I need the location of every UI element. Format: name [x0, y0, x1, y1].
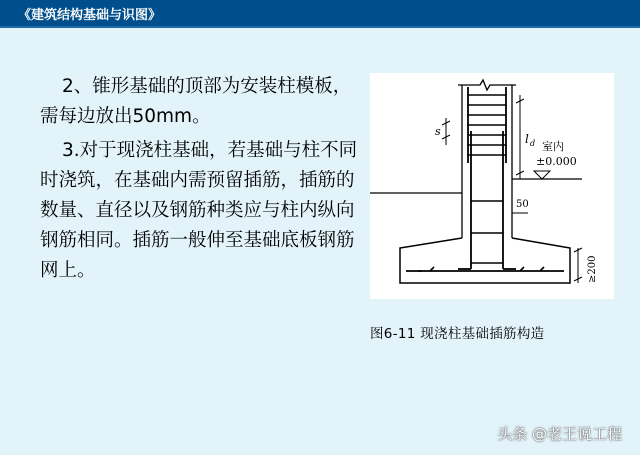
paragraph-dowel-bars: 3.对于现浇柱基础，若基础与柱不同时浇筑，在基础内需预留插筋，插筋的数量、直径以及钢筋种类应与柱内纵向钢筋相同。插筋一般伸至基础底板钢筋网上。 — [40, 140, 358, 281]
foundation-drawing — [370, 73, 614, 299]
slide-header-title: 《建筑结构基础与识图》 — [18, 8, 162, 23]
label-ld-sub: d — [530, 139, 536, 148]
elevation-marker — [534, 171, 550, 179]
foundation-outline — [400, 238, 570, 283]
slide-body-text — [40, 72, 360, 290]
foundation-figure — [370, 73, 614, 299]
figure-caption: 图6-11 现浇柱基础插筋构造 — [370, 326, 545, 342]
watermark: 头条 @老王说工程 — [497, 425, 622, 443]
label-ld: l — [525, 132, 529, 146]
label-200: ≥200 — [587, 255, 598, 283]
stirrups — [468, 95, 506, 263]
label-elevation: ±0.000 — [536, 155, 577, 168]
paragraph-formwork: 2、锥形基础的顶部为安装柱模板，需每边放出50mm。 — [40, 76, 352, 127]
header-bar — [0, 0, 640, 28]
label-indoor: 室内 — [542, 140, 564, 153]
label-50: 50 — [516, 199, 529, 210]
label-s: s — [435, 125, 441, 138]
break-line — [458, 80, 516, 90]
